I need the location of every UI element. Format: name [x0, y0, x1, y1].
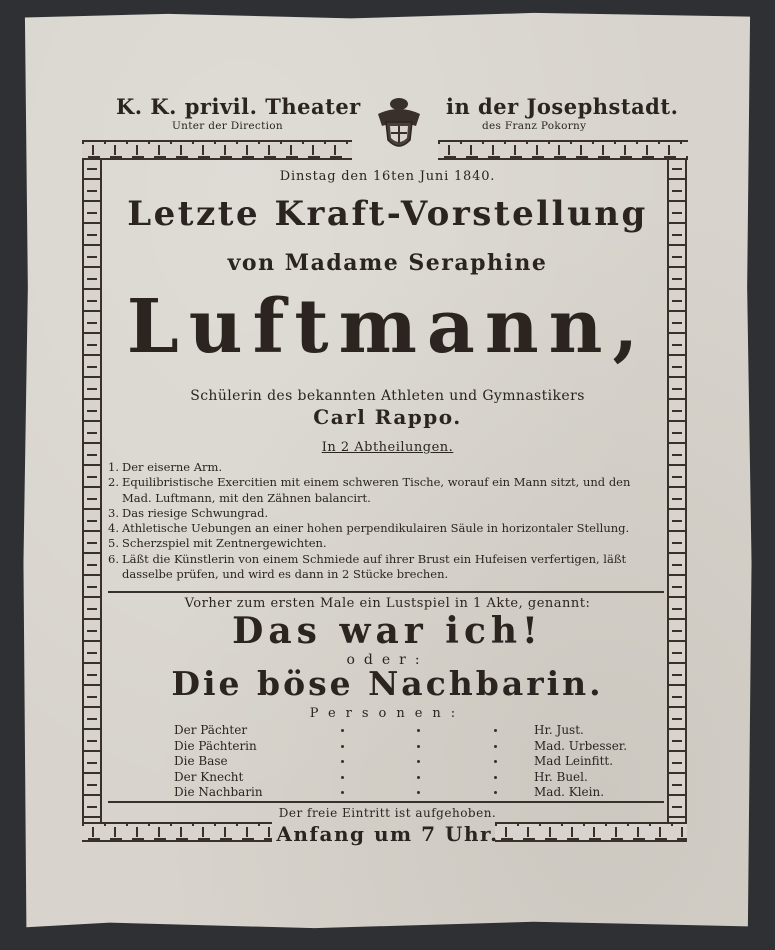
theater-name-right: in der Josephstadt.	[446, 94, 679, 119]
start-time: Anfang um 7 Uhr.	[276, 822, 499, 846]
performer-name: Luftmann,	[126, 284, 649, 370]
list-item: 3. Das riesige Schwungrad.	[108, 505, 269, 520]
table-row: Die Pächterin Mad. Urbesser.	[174, 738, 628, 753]
table-row: Die Base Mad Leinfitt.	[174, 754, 614, 768]
list-item: 2. Equilibristische Exercitien mit einem schweren Tische, worauf ein Mann sitzt, und den Mad. Luftmann, mit den Zähnen balancirt.	[108, 475, 631, 505]
list-item: 5. Scherzspiel mit Zentnergewichten.	[108, 536, 327, 551]
divider-rule-bottom	[108, 801, 664, 803]
personen-label: Personen:	[309, 706, 466, 721]
table-row: Die Nachbarin Mad. Klein.	[174, 785, 605, 799]
subtitle-1: Schülerin des bekannten Athleten und Gymnastikers	[190, 388, 585, 404]
play-or: oder:	[346, 652, 429, 668]
table-row: Der Knecht Hr. Buel.	[174, 769, 588, 784]
divider-rule	[108, 591, 664, 593]
border-top-right	[438, 140, 688, 160]
list-item: 1. Der eiserne Arm.	[108, 460, 223, 474]
border-top-left	[82, 140, 352, 160]
list-item: 4. Athletische Uebungen an einer hohen perpendikulairen Säule in horizontaler Stellung.	[108, 521, 630, 536]
play-subtitle: Die böse Nachbarin.	[171, 664, 604, 703]
cast-list	[174, 723, 634, 801]
direction-left: Unter der Direction	[172, 120, 283, 132]
date-line: Dinstag den 16ten Juni 1840.	[279, 169, 496, 184]
coat-of-arms-icon	[374, 96, 424, 156]
list-item: 6. Läßt die Künstlerin von einem Schmiede auf ihrer Brust ein Hufeisen verfertigen, läßt dasselbe prüfen, und wird es dann in 2 Stücke brechen.	[108, 551, 627, 582]
play-intro: Vorher zum ersten Male ein Lustspiel in 1 Akte, genannt:	[184, 596, 591, 611]
title-line-1: Letzte Kraft-Vorstellung	[127, 194, 648, 234]
table-row: Der Pächter Hr. Just.	[174, 723, 584, 737]
theater-name-left: K. K. privil. Theater	[116, 94, 361, 119]
free-entry-note: Der freie Eintritt ist aufgehoben.	[278, 806, 497, 820]
title-line-2: von Madame Seraphine	[227, 250, 548, 276]
direction-right: des Franz Pokorny	[482, 120, 587, 132]
sections-label: In 2 Abtheilungen.	[321, 440, 454, 455]
subtitle-2: Carl Rappo.	[313, 405, 462, 429]
program-list	[108, 460, 660, 582]
play-title: Das war ich!	[232, 610, 543, 652]
